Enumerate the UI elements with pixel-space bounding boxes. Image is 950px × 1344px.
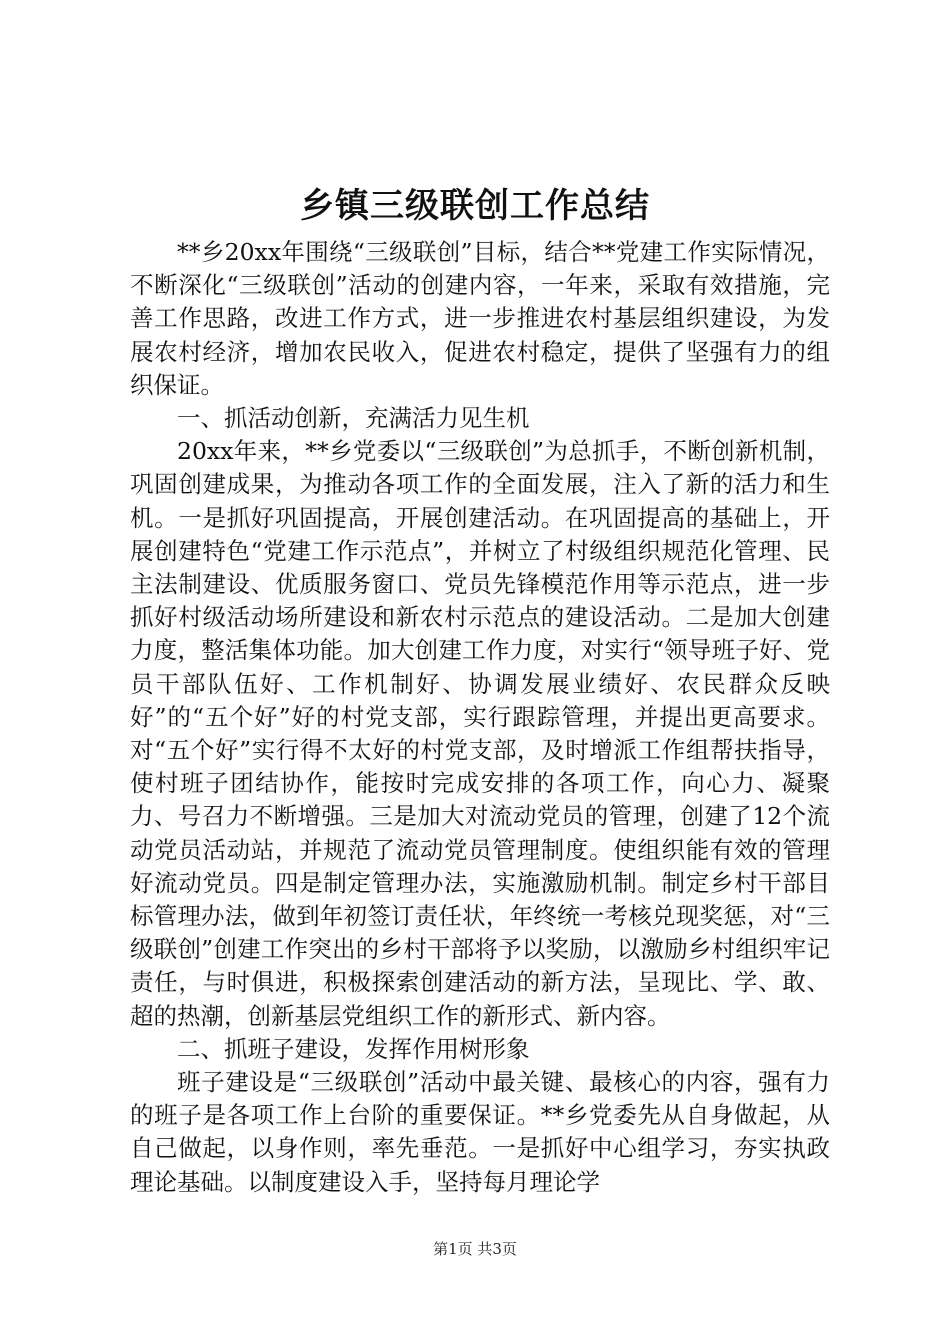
document-title: 乡镇三级联创工作总结 [300, 186, 650, 226]
intro-paragraph: **乡20xx年围绕“三级联创”目标，结合**党建工作实际情况，不断深化“三级联创”活动的创建内容，一年来，采取有效措施，完善工作思路，改进工作方式，进一步推进农村基层组织建设，为发展农村经济，增加农民收入，促进农村稳定，提供了坚强有力的组织保证。 [130, 238, 830, 399]
page-number: 第1页 共3页 [433, 1240, 517, 1258]
section-heading-2: 二、抓班子建设，发挥作用树形象 [177, 1034, 530, 1063]
section-heading-1: 一、抓活动创新，充满活力见生机 [177, 404, 530, 433]
document-body [130, 236, 830, 1199]
section-2-paragraph: 班子建设是“三级联创”活动中最关键、最核心的内容，强有力的班子是各项工作上台阶的重要保证。**乡党委先从自身做起，从自己做起，以身作则，率先垂范。一是抓好中心组学习，夯实执政理论基础。以制度建设入手，坚持每月理论学 [130, 1068, 830, 1196]
section-1-paragraph: 20xx年来，**乡党委以“三级联创”为总抓手，不断创新机制，巩固创建成果，为推动各项工作的全面发展，注入了新的活力和生机。一是抓好巩固提高，开展创建活动。在巩固提高的基础上，开展创建特色“党建工作示范点”，并树立了村级组织规范化管理、民主法制建设、优质服务窗口、党员先锋模范作用等示范点，进一步抓好村级活动场所建设和新农村示范点的建设活动。二是加大创建力度，整活集体功能。加大创建工作力度，对实行“领导班子好、党员干部队伍好、工作机制好、协调发展业绩好、农民群众反映好”的“五个好”好的村党支部，实行跟踪管理，并提出更高要求。对“五个好”实行得不太好的村党支部，及时增派工作组帮扶指导，使村班子团结协作，能按时完成安排的各项工作，向心力、凝聚力、号召力不断增强。三是加大对流动党员的管理，创建了12个流动党员活动站，并规范了流动党员管理制度。使组织能有效的管理好流动党员。四是制定管理办法，实施激励机制。制定乡村干部目标管理办法，做到年初签订责任状，年终统一考核兑现奖惩，对“三级联创”创建工作突出的乡村干部将予以奖励，以激励乡村组织牢记责任，与时俱进，积极探索创建活动的新方法，呈现比、学、敢、超的热潮，创新基层党组织工作的新形式、新内容。 [130, 437, 830, 1030]
